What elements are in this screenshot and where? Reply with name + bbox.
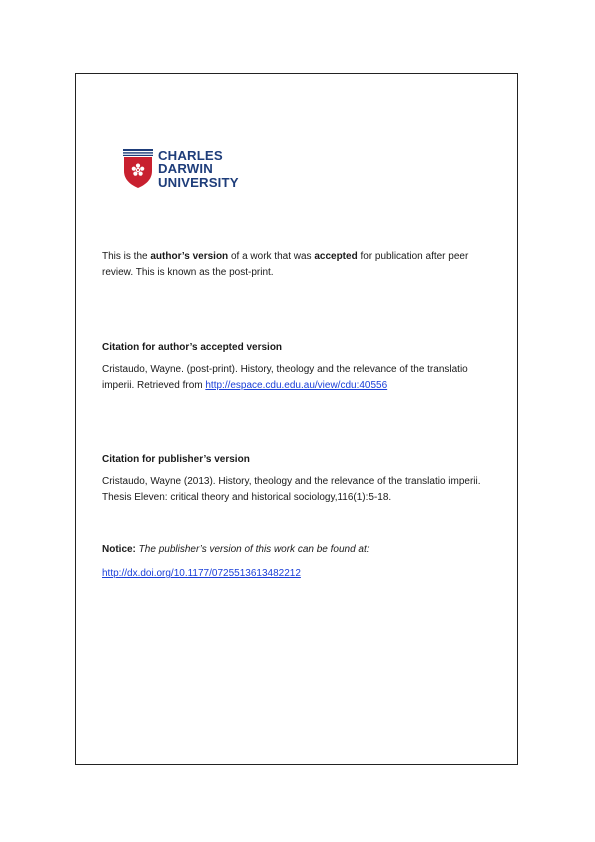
university-name	[158, 149, 239, 189]
intro-text-1: This is the	[102, 251, 151, 262]
notice-label: Notice:	[102, 544, 136, 555]
intro-bold-authors-version: author’s version	[150, 251, 229, 262]
notice-text: The publisher’s version of this work can be found at:	[135, 544, 370, 555]
espace-link[interactable]: http://espace.cdu.edu.au/view/cdu:40556	[205, 380, 388, 391]
author-citation	[102, 362, 492, 394]
post-print-statement	[102, 249, 492, 281]
logo-line-charles: CHARLES	[158, 148, 223, 163]
logo-line-darwin: DARWIN	[158, 161, 213, 177]
publisher-citation-heading: Citation for publisher’s version	[102, 454, 250, 465]
intro-text-2: of a work that was	[228, 251, 315, 262]
intro-text-3: for publication after peer review. This is known as the post-print.	[102, 251, 469, 278]
university-logo	[123, 149, 273, 193]
cdu-shield-icon	[123, 149, 153, 189]
publisher-citation-text: Cristaudo, Wayne (2013). History, theology and the relevance of the translatio imperii. Thesis Eleven: critical theory and historical sociology,116(1):5-18.	[102, 476, 481, 503]
author-citation-heading: Citation for author’s accepted version	[102, 342, 283, 353]
doi-line	[102, 566, 492, 582]
doi-link[interactable]: http://dx.doi.org/10.1177/0725513613482212	[102, 568, 301, 579]
logo-line-university: UNIVERSITY	[158, 174, 239, 190]
author-citation-text: Cristaudo, Wayne. (post-print). History, theology and the relevance of the translatio imperii. Retrieved from	[102, 364, 468, 391]
notice	[102, 542, 492, 558]
intro-bold-accepted: accepted	[314, 251, 358, 262]
